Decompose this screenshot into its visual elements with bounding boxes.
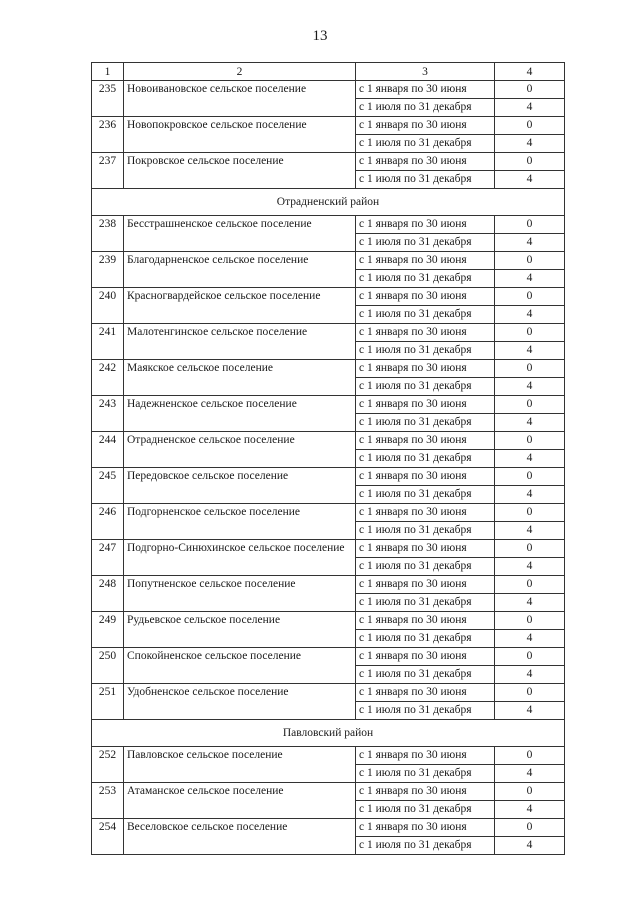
- period-value: 4: [495, 234, 565, 252]
- period-label: с 1 июля по 31 декабря: [356, 234, 495, 252]
- table-row: [92, 648, 565, 666]
- period-value: 0: [495, 216, 565, 234]
- row-number: 238: [92, 216, 124, 252]
- table-row: [92, 783, 565, 801]
- table-row: [92, 540, 565, 558]
- column-header-4: 4: [495, 63, 565, 81]
- settlement-name: Благодарненское сельское поселение: [124, 252, 356, 288]
- period-label: с 1 января по 30 июня: [356, 468, 495, 486]
- period-label: с 1 января по 30 июня: [356, 576, 495, 594]
- period-value: 0: [495, 432, 565, 450]
- table-header-row: [92, 63, 565, 81]
- settlement-name: Удобненское сельское поселение: [124, 684, 356, 720]
- settlement-name: Бесстрашненское сельское поселение: [124, 216, 356, 252]
- period-label: с 1 июля по 31 декабря: [356, 666, 495, 684]
- period-label: с 1 июля по 31 декабря: [356, 486, 495, 504]
- period-value: 4: [495, 342, 565, 360]
- column-header-1: 1: [92, 63, 124, 81]
- period-label: с 1 января по 30 июня: [356, 153, 495, 171]
- period-label: с 1 января по 30 июня: [356, 612, 495, 630]
- period-label: с 1 июля по 31 декабря: [356, 801, 495, 819]
- period-value: 0: [495, 576, 565, 594]
- period-value: 4: [495, 378, 565, 396]
- row-number: 239: [92, 252, 124, 288]
- table-row: [92, 819, 565, 837]
- settlement-name: Рудьевское сельское поселение: [124, 612, 356, 648]
- row-number: 248: [92, 576, 124, 612]
- settlement-name: Подгорно-Синюхинское сельское поселение: [124, 540, 356, 576]
- period-value: 0: [495, 252, 565, 270]
- period-value: 0: [495, 504, 565, 522]
- row-number: 241: [92, 324, 124, 360]
- period-value: 4: [495, 558, 565, 576]
- period-label: с 1 июля по 31 декабря: [356, 837, 495, 855]
- period-label: с 1 января по 30 июня: [356, 396, 495, 414]
- district-row: [92, 720, 565, 747]
- row-number: 253: [92, 783, 124, 819]
- period-label: с 1 июля по 31 декабря: [356, 630, 495, 648]
- period-label: с 1 июля по 31 декабря: [356, 702, 495, 720]
- settlement-name: Попутненское сельское поселение: [124, 576, 356, 612]
- settlement-name: Маякское сельское поселение: [124, 360, 356, 396]
- period-value: 4: [495, 171, 565, 189]
- period-value: 4: [495, 450, 565, 468]
- period-value: 4: [495, 522, 565, 540]
- table-row: [92, 117, 565, 135]
- period-value: 4: [495, 486, 565, 504]
- period-label: с 1 июля по 31 декабря: [356, 99, 495, 117]
- settlement-name: Подгорненское сельское поселение: [124, 504, 356, 540]
- period-label: с 1 января по 30 июня: [356, 117, 495, 135]
- period-value: 0: [495, 396, 565, 414]
- row-number: 251: [92, 684, 124, 720]
- period-label: с 1 января по 30 июня: [356, 252, 495, 270]
- settlement-name: Веселовское сельское поселение: [124, 819, 356, 855]
- table-row: [92, 576, 565, 594]
- column-header-2: 2: [124, 63, 356, 81]
- row-number: 240: [92, 288, 124, 324]
- period-label: с 1 июля по 31 декабря: [356, 306, 495, 324]
- period-value: 4: [495, 837, 565, 855]
- table-row: [92, 81, 565, 99]
- row-number: 254: [92, 819, 124, 855]
- settlement-name: Атаманское сельское поселение: [124, 783, 356, 819]
- period-value: 0: [495, 612, 565, 630]
- period-label: с 1 января по 30 июня: [356, 216, 495, 234]
- table-row: [92, 612, 565, 630]
- period-label: с 1 июля по 31 декабря: [356, 135, 495, 153]
- period-label: с 1 июля по 31 декабря: [356, 342, 495, 360]
- period-label: с 1 июля по 31 декабря: [356, 522, 495, 540]
- period-label: с 1 января по 30 июня: [356, 648, 495, 666]
- period-value: 4: [495, 270, 565, 288]
- period-value: 4: [495, 594, 565, 612]
- settlement-name: Покровское сельское поселение: [124, 153, 356, 189]
- period-value: 0: [495, 540, 565, 558]
- row-number: 247: [92, 540, 124, 576]
- table-row: [92, 288, 565, 306]
- settlement-name: Надежненское сельское поселение: [124, 396, 356, 432]
- settlement-name: Красногвардейское сельское поселение: [124, 288, 356, 324]
- period-value: 4: [495, 414, 565, 432]
- settlement-name: Малотенгинское сельское поселение: [124, 324, 356, 360]
- row-number: 236: [92, 117, 124, 153]
- period-label: с 1 января по 30 июня: [356, 324, 495, 342]
- row-number: 252: [92, 747, 124, 783]
- settlement-name: Спокойненское сельское поселение: [124, 648, 356, 684]
- row-number: 250: [92, 648, 124, 684]
- table-row: [92, 684, 565, 702]
- settlement-name: Передовское сельское поселение: [124, 468, 356, 504]
- period-value: 0: [495, 117, 565, 135]
- period-value: 0: [495, 288, 565, 306]
- row-number: 246: [92, 504, 124, 540]
- table-row: [92, 252, 565, 270]
- table-row: [92, 504, 565, 522]
- period-value: 0: [495, 468, 565, 486]
- period-label: с 1 июля по 31 декабря: [356, 765, 495, 783]
- table-row: [92, 153, 565, 171]
- period-value: 4: [495, 801, 565, 819]
- period-label: с 1 января по 30 июня: [356, 540, 495, 558]
- period-value: 4: [495, 702, 565, 720]
- period-label: с 1 июля по 31 декабря: [356, 558, 495, 576]
- period-value: 0: [495, 360, 565, 378]
- page-number: 13: [312, 28, 328, 44]
- period-value: 4: [495, 135, 565, 153]
- district-name: Павловский район: [92, 720, 565, 747]
- table-row: [92, 396, 565, 414]
- period-label: с 1 января по 30 июня: [356, 81, 495, 99]
- row-number: 235: [92, 81, 124, 117]
- period-value: 0: [495, 783, 565, 801]
- row-number: 243: [92, 396, 124, 432]
- period-value: 0: [495, 153, 565, 171]
- table-row: [92, 216, 565, 234]
- table-body: [92, 81, 565, 855]
- period-value: 0: [495, 819, 565, 837]
- period-value: 0: [495, 747, 565, 765]
- period-value: 4: [495, 306, 565, 324]
- row-number: 249: [92, 612, 124, 648]
- table-row: [92, 468, 565, 486]
- period-label: с 1 июля по 31 декабря: [356, 171, 495, 189]
- period-label: с 1 января по 30 июня: [356, 288, 495, 306]
- settlement-name: Новоивановское сельское поселение: [124, 81, 356, 117]
- period-label: с 1 января по 30 июня: [356, 432, 495, 450]
- period-value: 0: [495, 648, 565, 666]
- district-row: [92, 189, 565, 216]
- period-value: 4: [495, 99, 565, 117]
- table-row: [92, 747, 565, 765]
- period-label: с 1 июля по 31 декабря: [356, 378, 495, 396]
- period-label: с 1 июля по 31 декабря: [356, 414, 495, 432]
- settlement-name: Павловское сельское поселение: [124, 747, 356, 783]
- period-label: с 1 июля по 31 декабря: [356, 270, 495, 288]
- period-value: 0: [495, 684, 565, 702]
- period-label: с 1 января по 30 июня: [356, 504, 495, 522]
- period-value: 0: [495, 81, 565, 99]
- row-number: 244: [92, 432, 124, 468]
- settlement-table: [91, 62, 565, 855]
- table-row: [92, 324, 565, 342]
- period-label: с 1 января по 30 июня: [356, 747, 495, 765]
- period-label: с 1 июля по 31 декабря: [356, 450, 495, 468]
- period-label: с 1 января по 30 июня: [356, 360, 495, 378]
- period-value: 0: [495, 324, 565, 342]
- period-label: с 1 января по 30 июня: [356, 819, 495, 837]
- period-label: с 1 июля по 31 декабря: [356, 594, 495, 612]
- row-number: 237: [92, 153, 124, 189]
- district-name: Отрадненский район: [92, 189, 565, 216]
- column-header-3: 3: [356, 63, 495, 81]
- period-value: 4: [495, 765, 565, 783]
- period-value: 4: [495, 666, 565, 684]
- table-row: [92, 360, 565, 378]
- settlement-name: Отрадненское сельское поселение: [124, 432, 356, 468]
- settlement-name: Новопокровское сельское поселение: [124, 117, 356, 153]
- row-number: 245: [92, 468, 124, 504]
- table-row: [92, 432, 565, 450]
- period-value: 4: [495, 630, 565, 648]
- period-label: с 1 января по 30 июня: [356, 684, 495, 702]
- period-label: с 1 января по 30 июня: [356, 783, 495, 801]
- row-number: 242: [92, 360, 124, 396]
